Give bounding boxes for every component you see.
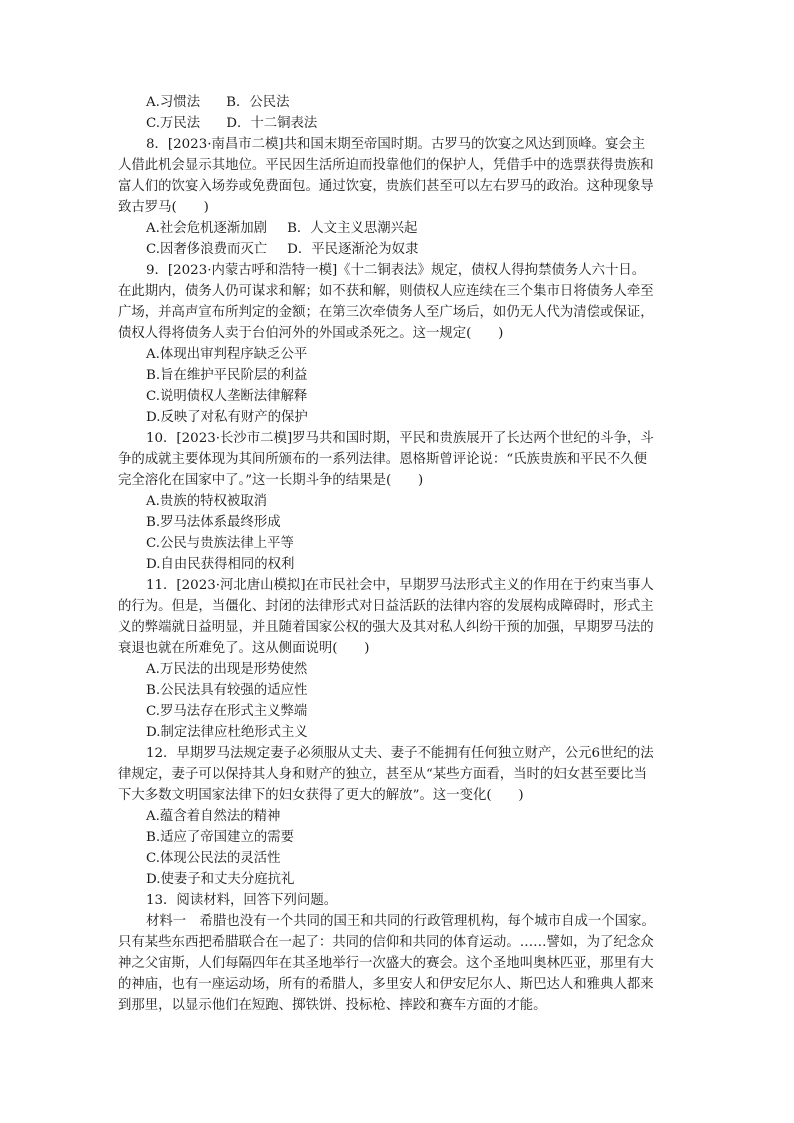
q9-option-b: B.旨在维护平民阶层的利益 — [146, 368, 308, 383]
q11-stem-line: 的行为。但是，当僵化、封闭的法律形式对日益活跃的法律内容的发展构成障碍时，形式主 — [118, 599, 654, 614]
q12-option-a: A.蕴含着自然法的精神 — [146, 809, 281, 824]
q9-stem-line: 债权人得将债务人卖于台伯河外的外国或杀死之。这一规定( ) — [118, 326, 504, 341]
q8-stem-line: 8．[2023·南昌市二模]共和国末期至帝国时期。古罗马的饮宴之风达到顶峰。宴会主 — [146, 137, 646, 152]
q10-stem-line: 10．[2023·长沙市二模]罗马共和国时期，平民和贵族展开了长达两个世纪的斗争，斗 — [146, 431, 654, 446]
q8-option-d: D．平民逐渐沦为奴隶 — [287, 242, 419, 257]
q9-option-a: A.体现出审判程序缺乏公平 — [146, 347, 308, 362]
q7-options-row-2 — [118, 113, 678, 134]
q11-option-d: D.制定法律应杜绝形式主义 — [146, 725, 308, 740]
q8-options-row-2 — [118, 239, 678, 260]
q12-option-d: D.使妻子和丈夫分庭抗礼 — [146, 872, 295, 887]
q13-material-line: 的神庙，也有一座运动场，所有的希腊人，多里安人和伊安尼尔人、斯巴达人和雅典人都来 — [118, 977, 654, 992]
q8-stem-line: 富人们的饮宴入场券或免费面包。通过饮宴，贵族们甚至可以左右罗马的政治。这种现象导 — [118, 179, 654, 194]
q8-option-c: C.因奢侈浪费而灭亡 — [146, 242, 268, 257]
q13-stem-line: 13．阅读材料，回答下列问题。 — [146, 893, 338, 908]
q11-option-c: C.罗马法存在形式主义弊端 — [146, 704, 308, 719]
q10-option-c: C.公民与贵族法律上平等 — [146, 536, 294, 551]
q9-option-d: D.反映了对私有财产的保护 — [146, 410, 308, 425]
q8-option-b: B．人文主义思潮兴起 — [287, 221, 418, 236]
q8-option-a: A.社会危机逐渐加剧 — [146, 221, 268, 236]
q9-stem-line: 9．[2023·内蒙古呼和浩特一模]《十二铜表法》规定，债权人得拘禁债务人六十日。 — [146, 263, 646, 278]
q12-option-c: C.体现公民法的灵活性 — [146, 851, 281, 866]
q13-material-line: 到那里，以显示他们在短跑、掷铁饼、投标枪、摔跤和赛车方面的才能。 — [118, 998, 547, 1013]
q12-option-b: B.适应了帝国建立的需要 — [146, 830, 295, 845]
q9-stem-line: 广场，并高声宣布所判定的金额；在第三次牵债务人至广场后，如仍无人代为清偿或保证， — [118, 305, 654, 320]
q7-option-a: A.习惯法 — [146, 95, 201, 110]
q13-material-line: 只有某些东西把希腊联合在一起了：共同的信仰和共同的体育运动。……譬如，为了纪念众 — [118, 935, 654, 950]
q8-stem-line: 人借此机会显示其地位。平民因生活所迫而投靠他们的保护人，凭借手中的选票获得贵族和 — [118, 158, 654, 173]
q11-option-b: B.公民法具有较强的适应性 — [146, 683, 308, 698]
q10-option-d: D.自由民获得相同的权利 — [146, 557, 295, 572]
q10-stem-line: 争的成就主要体现为其间所颁布的一系列法律。恩格斯曾评论说：“氏族贵族和平民不久便 — [118, 452, 648, 467]
q7-options-row-1 — [118, 92, 678, 113]
q13-material-line: 材料一 希腊也没有一个共同的国王和共同的行政管理机构，每个城市自成一个国家。 — [146, 914, 655, 929]
q9-option-c: C.说明债权人垄断法律解释 — [146, 389, 308, 404]
q8-stem-line: 致古罗马( ) — [118, 200, 209, 215]
q12-stem-line: 下大多数文明国家法律下的妇女获得了更大的解放”。这一变化( ) — [118, 788, 524, 803]
q7-option-c: C.万民法 — [146, 116, 201, 131]
q11-stem-line: 义的弊端就日益明显，并且随着国家公权的强大及其对私人纠纷干预的加强，早期罗马法的 — [118, 620, 654, 635]
q12-stem-line: 律规定，妻子可以保持其人身和财产的独立，甚至从“某些方面看，当时的妇女甚至要比当 — [118, 767, 648, 782]
q10-stem-line: 完全溶化在国家中了。”这一长期斗争的结果是( ) — [118, 473, 424, 488]
q7-option-d: D．十二铜表法 — [226, 116, 318, 131]
q11-stem-line: 衰退也就在所难免了。这从侧面说明( ) — [118, 641, 370, 656]
q11-stem-line: 11．[2023·河北唐山模拟]在市民社会中，早期罗马法形式主义的作用在于约束当事人 — [146, 578, 654, 593]
q7-option-b: B．公民法 — [226, 95, 290, 110]
q12-stem-line: 12．早期罗马法规定妻子必须服从丈夫、妻子不能拥有任何独立财产，公元6世纪的法 — [146, 746, 654, 761]
q11-option-a: A.万民法的出现是形势使然 — [146, 662, 308, 677]
q10-option-b: B.罗马法体系最终形成 — [146, 515, 281, 530]
q13-material-line: 神之父宙斯，人们每隔四年在其圣地举行一次盛大的赛会。这个圣地叫奥林匹亚，那里有大 — [118, 956, 654, 971]
q9-stem-line: 在此期内，债务人仍可谋求和解；如不获和解，则债权人应连续在三个集市日将债务人牵至 — [118, 284, 654, 299]
q10-option-a: A.贵族的特权被取消 — [146, 494, 268, 509]
document-page — [118, 92, 678, 1016]
q8-options-row-1 — [118, 218, 678, 239]
